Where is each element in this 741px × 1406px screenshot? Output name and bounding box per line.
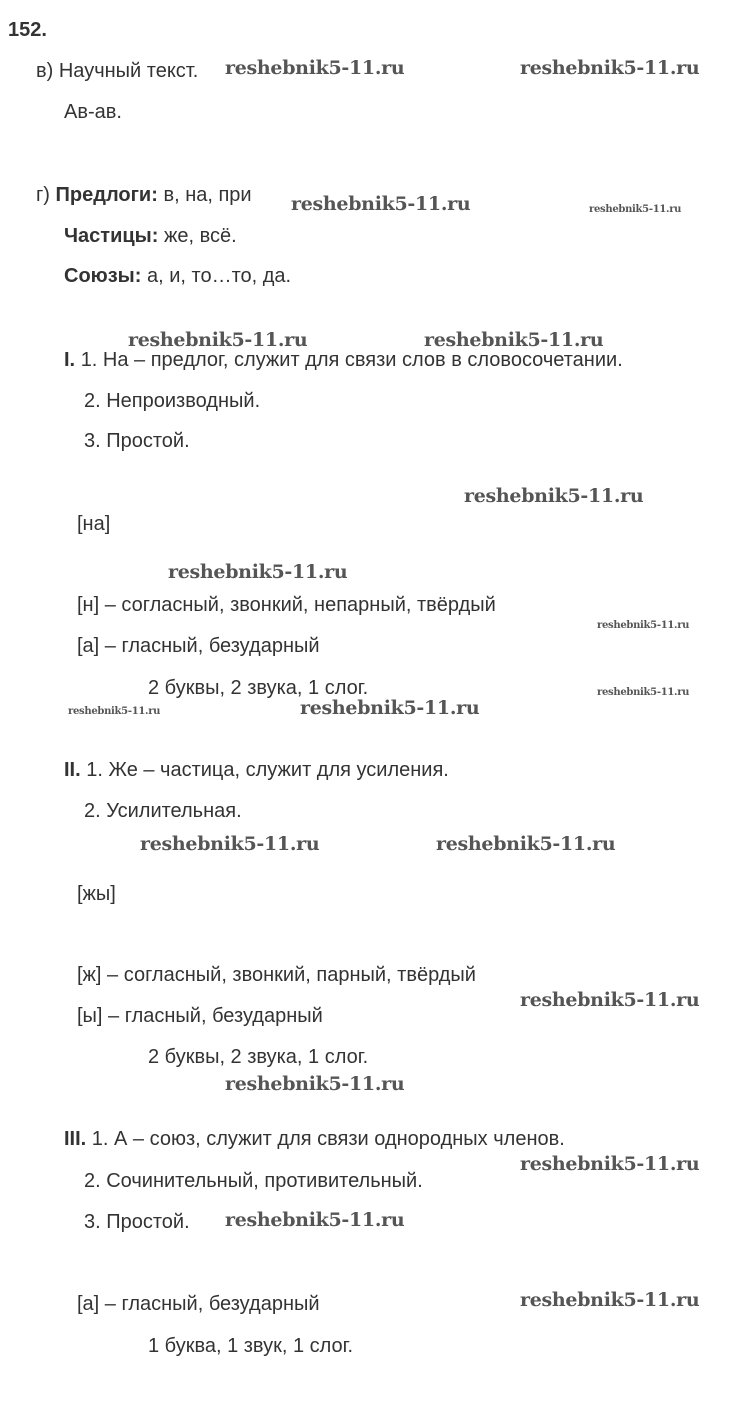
conjunctions-value: а, и, то…то, да.: [146, 265, 292, 287]
watermark: reshebnik5-11.ru: [168, 561, 348, 583]
particles-head: Частицы:: [64, 225, 159, 247]
watermark: reshebnik5-11.ru: [597, 620, 690, 631]
part1-item2: 2. Непроизводный.: [84, 390, 261, 412]
part2-summary: 2 буквы, 2 звука, 1 слог.: [148, 1046, 369, 1068]
part1-summary: 2 буквы, 2 звука, 1 слог.: [148, 677, 369, 699]
part2-item1-line: [64, 758, 449, 782]
part3-item2: 2. Сочинительный, противительный.: [84, 1170, 423, 1192]
part3-item3: 3. Простой.: [84, 1211, 190, 1233]
watermark: reshebnik5-11.ru: [520, 1289, 700, 1311]
watermark: reshebnik5-11.ru: [597, 687, 690, 698]
part1-numeral: I.: [64, 349, 76, 371]
part3-item1-line: [64, 1127, 565, 1151]
part1-sound1: [н] – согласный, звонкий, непарный, твёрдый: [77, 594, 496, 616]
prepositions-value: в, на, при: [163, 184, 252, 206]
watermark: reshebnik5-11.ru: [520, 989, 700, 1011]
part2-item1: 1. Же – частица, служит для усиления.: [86, 759, 449, 781]
watermark: reshebnik5-11.ru: [520, 57, 700, 79]
section-v: [36, 59, 198, 83]
section-v-text: Научный текст.: [58, 60, 199, 82]
watermark: reshebnik5-11.ru: [436, 833, 616, 855]
watermark: reshebnik5-11.ru: [225, 1073, 405, 1095]
section-v-scheme: Ав-ав.: [64, 101, 122, 123]
watermark: reshebnik5-11.ru: [291, 193, 471, 215]
part2-item2: 2. Усилительная.: [84, 800, 242, 822]
watermark: reshebnik5-11.ru: [68, 706, 161, 717]
section-g-label: г): [36, 184, 50, 206]
watermark: reshebnik5-11.ru: [225, 57, 405, 79]
watermark: reshebnik5-11.ru: [128, 329, 308, 351]
particles-line: [64, 224, 237, 248]
part1-item3: 3. Простой.: [84, 430, 190, 452]
watermark: reshebnik5-11.ru: [464, 485, 644, 507]
task-number: 152.: [8, 19, 47, 41]
watermark: reshebnik5-11.ru: [140, 833, 320, 855]
part3-numeral: III.: [64, 1128, 87, 1150]
part1-sound2: [а] – гласный, безударный: [77, 635, 320, 657]
watermark: reshebnik5-11.ru: [589, 204, 682, 215]
conjunctions-line: [64, 264, 291, 288]
particles-value: же, всё.: [164, 225, 237, 247]
part2-sound2: [ы] – гласный, безударный: [77, 1005, 323, 1027]
prepositions-line: [36, 183, 252, 207]
part1-item1-line: [64, 348, 623, 372]
watermark: reshebnik5-11.ru: [520, 1153, 700, 1175]
part1-transcription: [на]: [77, 513, 111, 535]
watermark: reshebnik5-11.ru: [300, 697, 480, 719]
part3-summary: 1 буква, 1 звук, 1 слог.: [148, 1335, 354, 1357]
conjunctions-head: Союзы:: [64, 265, 142, 287]
part1-item1: 1. На – предлог, служит для связи слов в словосочетании.: [80, 349, 623, 371]
part3-sound1: [а] – гласный, безударный: [77, 1293, 320, 1315]
part2-numeral: II.: [64, 759, 81, 781]
watermark: reshebnik5-11.ru: [424, 329, 604, 351]
section-v-label: в): [36, 60, 54, 82]
part2-sound1: [ж] – согласный, звонкий, парный, твёрдый: [77, 964, 476, 986]
watermark: reshebnik5-11.ru: [225, 1209, 405, 1231]
part3-item1: 1. А – союз, служит для связи однородных членов.: [91, 1128, 565, 1150]
prepositions-head: Предлоги:: [55, 184, 158, 206]
part2-transcription: [жы]: [77, 883, 116, 905]
